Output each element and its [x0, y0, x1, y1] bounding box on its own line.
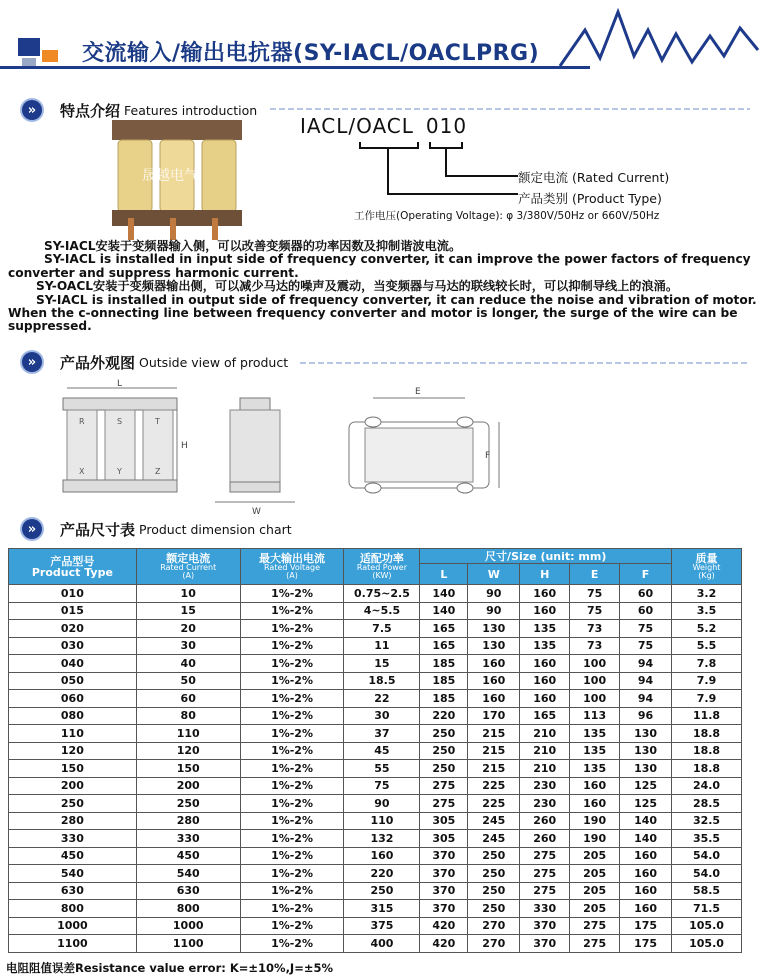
table-cell: 75	[570, 585, 620, 603]
table-cell: 110	[9, 725, 137, 743]
table-cell: 375	[344, 917, 420, 935]
table-cell: 270	[468, 935, 520, 953]
table-cell: 120	[136, 742, 240, 760]
table-cell: 185	[420, 690, 468, 708]
page-title: 交流输入/输出电抗器(SY-IACL/OACLPRG)	[82, 41, 540, 66]
table-cell: 135	[520, 637, 570, 655]
col-header-l: L	[420, 564, 468, 585]
table-cell: 11	[344, 637, 420, 655]
table-row	[9, 935, 742, 953]
table-cell: 175	[620, 917, 672, 935]
table-row	[9, 760, 742, 778]
table-cell: 1%-2%	[240, 672, 344, 690]
dim-label-h: H	[181, 441, 188, 451]
table-cell: 60	[620, 602, 672, 620]
table-cell: 165	[420, 637, 468, 655]
table-cell: 18.8	[672, 742, 742, 760]
table-cell: 22	[344, 690, 420, 708]
product-type-label: 产品类别 (Product Type)	[518, 191, 662, 206]
chevron-right-icon: »	[22, 519, 42, 539]
col-header-model: 产品型号 Product Type	[9, 549, 137, 585]
table-cell: 0.75~2.5	[344, 585, 420, 603]
table-cell: 130	[468, 620, 520, 638]
chevron-right-icon: »	[22, 100, 42, 120]
table-cell: 80	[136, 707, 240, 725]
table-cell: 5.2	[672, 620, 742, 638]
table-cell: 140	[620, 830, 672, 848]
table-cell: 75	[570, 602, 620, 620]
table-cell: 75	[620, 620, 672, 638]
table-cell: 1100	[136, 935, 240, 953]
table-cell: 250	[468, 882, 520, 900]
reactor-top-clamp	[112, 120, 242, 140]
table-cell: 10	[136, 585, 240, 603]
table-cell: 75	[344, 777, 420, 795]
table-cell: 250	[420, 725, 468, 743]
table-cell: 370	[520, 935, 570, 953]
table-cell: 040	[9, 655, 137, 673]
table-cell: 205	[570, 847, 620, 865]
table-cell: 125	[620, 777, 672, 795]
table-cell: 165	[420, 620, 468, 638]
table-cell: 420	[420, 917, 468, 935]
table-cell: 1%-2%	[240, 585, 344, 603]
table-cell: 140	[620, 812, 672, 830]
table-body	[9, 585, 742, 953]
table-cell: 185	[420, 672, 468, 690]
table-row	[9, 795, 742, 813]
table-cell: 37	[344, 725, 420, 743]
table-cell: 250	[420, 760, 468, 778]
table-cell: 160	[520, 690, 570, 708]
table-cell: 73	[570, 620, 620, 638]
table-cell: 205	[570, 865, 620, 883]
table-cell: 020	[9, 620, 137, 638]
table-cell: 135	[570, 725, 620, 743]
dimension-title-en: Product dimension chart	[139, 521, 292, 537]
table-cell: 1%-2%	[240, 760, 344, 778]
table-cell: 100	[570, 690, 620, 708]
model-prefix: IACL/OACL	[300, 114, 414, 138]
table-cell: 18.8	[672, 725, 742, 743]
table-cell: 210	[520, 725, 570, 743]
table-cell: 160	[520, 655, 570, 673]
table-cell: 105.0	[672, 935, 742, 953]
table-cell: 120	[9, 742, 137, 760]
table-cell: 185	[420, 655, 468, 673]
terminal-r: R	[79, 417, 85, 426]
table-cell: 94	[620, 672, 672, 690]
table-cell: 135	[570, 742, 620, 760]
table-cell: 400	[344, 935, 420, 953]
table-cell: 160	[620, 847, 672, 865]
col-header-e: E	[570, 564, 620, 585]
table-cell: 250	[9, 795, 137, 813]
reactor-terminal	[170, 218, 176, 240]
table-cell: 160	[468, 655, 520, 673]
table-cell: 15	[136, 602, 240, 620]
table-cell: 305	[420, 830, 468, 848]
table-cell: 175	[620, 935, 672, 953]
table-cell: 275	[570, 935, 620, 953]
table-cell: 260	[520, 812, 570, 830]
table-row	[9, 690, 742, 708]
col-header-current: 额定电流 Rated Current (A)	[136, 549, 240, 585]
table-cell: 1%-2%	[240, 742, 344, 760]
table-cell: 215	[468, 760, 520, 778]
table-cell: 030	[9, 637, 137, 655]
table-cell: 45	[344, 742, 420, 760]
table-cell: 130	[468, 637, 520, 655]
table-cell: 230	[520, 777, 570, 795]
col-header-weight: 质量 Weight (Kg)	[672, 549, 742, 585]
table-row	[9, 917, 742, 935]
table-cell: 160	[520, 585, 570, 603]
table-cell: 15	[344, 655, 420, 673]
table-cell: 110	[136, 725, 240, 743]
table-cell: 60	[620, 585, 672, 603]
table-row	[9, 865, 742, 883]
table-cell: 20	[136, 620, 240, 638]
table-cell: 96	[620, 707, 672, 725]
table-cell: 5.5	[672, 637, 742, 655]
dim-label-f: F	[485, 451, 491, 461]
table-cell: 200	[9, 777, 137, 795]
table-cell: 135	[570, 760, 620, 778]
table-cell: 75	[620, 637, 672, 655]
table-cell: 130	[620, 760, 672, 778]
table-row	[9, 900, 742, 918]
table-cell: 330	[136, 830, 240, 848]
table-cell: 1100	[9, 935, 137, 953]
table-cell: 32.5	[672, 812, 742, 830]
table-row	[9, 812, 742, 830]
col-header-h: H	[520, 564, 570, 585]
table-row	[9, 742, 742, 760]
table-cell: 170	[468, 707, 520, 725]
col-header-size: 尺寸/Size (unit: mm)	[420, 549, 672, 564]
table-cell: 3.5	[672, 602, 742, 620]
table-cell: 250	[468, 865, 520, 883]
table-cell: 205	[570, 900, 620, 918]
table-cell: 245	[468, 812, 520, 830]
dimension-table	[8, 548, 742, 953]
table-cell: 54.0	[672, 847, 742, 865]
table-cell: 160	[520, 672, 570, 690]
table-cell: 315	[344, 900, 420, 918]
table-cell: 58.5	[672, 882, 742, 900]
features-title-en: Features introduction	[124, 102, 258, 118]
table-header-row	[9, 549, 742, 564]
table-cell: 330	[9, 830, 137, 848]
table-cell: 060	[9, 690, 137, 708]
description-text	[8, 240, 760, 334]
table-cell: 90	[344, 795, 420, 813]
table-cell: 1000	[136, 917, 240, 935]
table-cell: 90	[468, 602, 520, 620]
model-code	[300, 114, 479, 138]
table-cell: 1%-2%	[240, 637, 344, 655]
table-cell: 18.5	[344, 672, 420, 690]
model-current: 010	[425, 114, 468, 138]
table-cell: 630	[136, 882, 240, 900]
photo-watermark: 晟越电气	[142, 168, 198, 184]
operating-voltage-label: 工作电压(Operating Voltage): φ 3/380V/50Hz or 660V/50Hz	[354, 210, 660, 222]
reactor-photo	[108, 118, 268, 243]
table-cell: 1%-2%	[240, 847, 344, 865]
table-cell: 30	[136, 637, 240, 655]
table-cell: 250	[468, 900, 520, 918]
table-row	[9, 882, 742, 900]
terminal-z: Z	[155, 467, 161, 476]
description-line: SY-IACL安装于变频器输入侧，可以改善变频器的功率因数及抑制谐波电流。	[44, 239, 462, 253]
table-cell: 370	[420, 882, 468, 900]
terminal-y: Y	[117, 467, 122, 476]
table-cell: 330	[520, 900, 570, 918]
table-cell: 1%-2%	[240, 655, 344, 673]
table-cell: 54.0	[672, 865, 742, 883]
reactor-terminal	[212, 218, 218, 240]
table-cell: 275	[520, 847, 570, 865]
table-cell: 1%-2%	[240, 865, 344, 883]
table-cell: 1%-2%	[240, 795, 344, 813]
side-view-drawing	[215, 398, 295, 517]
table-cell: 275	[520, 865, 570, 883]
table-cell: 140	[420, 602, 468, 620]
table-cell: 370	[420, 865, 468, 883]
table-cell: 160	[520, 602, 570, 620]
table-row	[9, 602, 742, 620]
table-row	[9, 585, 742, 603]
table-cell: 24.0	[672, 777, 742, 795]
table-cell: 4~5.5	[344, 602, 420, 620]
table-cell: 370	[520, 917, 570, 935]
reactor-coil-3	[202, 140, 236, 212]
wave-icon	[560, 12, 758, 66]
logo-square-orange	[42, 50, 58, 62]
table-cell: 30	[344, 707, 420, 725]
table-cell: 250	[136, 795, 240, 813]
table-cell: 250	[344, 882, 420, 900]
table-cell: 135	[520, 620, 570, 638]
col-header-f: F	[620, 564, 672, 585]
table-cell: 450	[9, 847, 137, 865]
features-title-cn: 特点介绍	[60, 101, 121, 120]
col-header-voltage: 最大输出电流 Rated Voltage (A)	[240, 549, 344, 585]
table-cell: 160	[468, 690, 520, 708]
divider	[300, 362, 750, 364]
table-cell: 90	[468, 585, 520, 603]
reactor-terminal	[128, 218, 134, 240]
table-cell: 160	[468, 672, 520, 690]
table-cell: 150	[9, 760, 137, 778]
outside-view-section-heading	[22, 349, 288, 375]
table-cell: 210	[520, 742, 570, 760]
table-cell: 132	[344, 830, 420, 848]
table-cell: 28.5	[672, 795, 742, 813]
table-row	[9, 655, 742, 673]
table-cell: 130	[620, 725, 672, 743]
table-cell: 275	[570, 917, 620, 935]
table-cell: 190	[570, 812, 620, 830]
table-cell: 94	[620, 690, 672, 708]
outside-view-title-cn: 产品外观图	[60, 353, 136, 372]
table-cell: 18.8	[672, 760, 742, 778]
table-cell: 305	[420, 812, 468, 830]
table-cell: 73	[570, 637, 620, 655]
table-cell: 540	[9, 865, 137, 883]
table-cell: 450	[136, 847, 240, 865]
table-row	[9, 672, 742, 690]
table-cell: 110	[344, 812, 420, 830]
table-cell: 55	[344, 760, 420, 778]
terminal-x: X	[79, 467, 85, 476]
table-cell: 160	[620, 900, 672, 918]
table-cell: 40	[136, 655, 240, 673]
table-cell: 630	[9, 882, 137, 900]
table-cell: 215	[468, 725, 520, 743]
table-cell: 7.5	[344, 620, 420, 638]
model-callout-lines	[300, 136, 530, 206]
table-cell: 275	[420, 795, 468, 813]
table-cell: 1000	[9, 917, 137, 935]
table-cell: 160	[620, 882, 672, 900]
table-cell: 205	[570, 882, 620, 900]
table-cell: 150	[136, 760, 240, 778]
table-cell: 245	[468, 830, 520, 848]
table-cell: 250	[468, 847, 520, 865]
table-cell: 420	[420, 935, 468, 953]
dim-label-w: W	[252, 507, 261, 517]
divider	[270, 108, 750, 110]
table-cell: 190	[570, 830, 620, 848]
table-cell: 260	[520, 830, 570, 848]
table-cell: 105.0	[672, 917, 742, 935]
table-cell: 160	[344, 847, 420, 865]
table-cell: 370	[420, 847, 468, 865]
table-cell: 275	[420, 777, 468, 795]
dim-label-e: E	[415, 387, 421, 397]
table-cell: 130	[620, 742, 672, 760]
terminal-s: S	[117, 417, 123, 426]
table-cell: 275	[520, 882, 570, 900]
col-header-w: W	[468, 564, 520, 585]
table-cell: 125	[620, 795, 672, 813]
description-line: SY-IACL is installed in input side of frequency converter, it can improve the power factors of frequency converter and suppress harmonic current.	[8, 252, 751, 280]
chevron-right-icon: »	[22, 352, 42, 372]
top-view-drawing	[349, 387, 499, 493]
table-cell: 35.5	[672, 830, 742, 848]
dimension-section-heading	[22, 516, 292, 542]
table-cell: 080	[9, 707, 137, 725]
table-cell: 220	[344, 865, 420, 883]
table-cell: 50	[136, 672, 240, 690]
table-cell: 015	[9, 602, 137, 620]
table-cell: 230	[520, 795, 570, 813]
table-cell: 1%-2%	[240, 812, 344, 830]
table-cell: 1%-2%	[240, 707, 344, 725]
table-cell: 7.8	[672, 655, 742, 673]
table-cell: 280	[9, 812, 137, 830]
table-cell: 71.5	[672, 900, 742, 918]
table-cell: 1%-2%	[240, 935, 344, 953]
table-cell: 370	[420, 900, 468, 918]
table-row	[9, 777, 742, 795]
table-cell: 160	[620, 865, 672, 883]
table-cell: 200	[136, 777, 240, 795]
terminal-t: T	[155, 417, 160, 426]
table-cell: 1%-2%	[240, 690, 344, 708]
table-cell: 1%-2%	[240, 777, 344, 795]
logo-square-blue	[18, 38, 40, 56]
table-row	[9, 847, 742, 865]
table-row	[9, 637, 742, 655]
table-cell: 7.9	[672, 690, 742, 708]
table-row	[9, 707, 742, 725]
rated-current-label: 额定电流 (Rated Current)	[518, 170, 670, 185]
table-cell: 270	[468, 917, 520, 935]
table-cell: 210	[520, 760, 570, 778]
table-cell: 1%-2%	[240, 882, 344, 900]
description-line: SY-OACL安装于变频器输出侧，可以减少马达的噪声及震动，当变频器与马达的联线较长时，可以抑制导线上的浪涌。	[36, 279, 679, 294]
page-header	[0, 0, 760, 88]
table-cell: 800	[136, 900, 240, 918]
table-cell: 60	[136, 690, 240, 708]
resistance-error-note: 电阻阻值误差Resistance value error: K=±10%,J=±5%	[6, 961, 334, 975]
table-cell: 1%-2%	[240, 620, 344, 638]
table-cell: 1%-2%	[240, 917, 344, 935]
table-cell: 1%-2%	[240, 602, 344, 620]
outside-view-title-en: Outside view of product	[139, 354, 289, 370]
table-cell: 225	[468, 795, 520, 813]
front-view-drawing	[63, 379, 188, 492]
table-cell: 3.2	[672, 585, 742, 603]
table-cell: 11.8	[672, 707, 742, 725]
table-cell: 1%-2%	[240, 900, 344, 918]
table-cell: 160	[570, 777, 620, 795]
dim-label-l: L	[117, 379, 123, 389]
table-cell: 540	[136, 865, 240, 883]
outside-view-drawings	[55, 378, 515, 518]
col-header-power: 适配功率 Rated Power (KW)	[344, 549, 420, 585]
table-cell: 010	[9, 585, 137, 603]
table-cell: 050	[9, 672, 137, 690]
table-cell: 1%-2%	[240, 725, 344, 743]
table-cell: 160	[570, 795, 620, 813]
table-cell: 225	[468, 777, 520, 795]
table-cell: 113	[570, 707, 620, 725]
table-cell: 165	[520, 707, 570, 725]
table-cell: 94	[620, 655, 672, 673]
table-cell: 250	[420, 742, 468, 760]
table-cell: 7.9	[672, 672, 742, 690]
description-line: SY-IACL is installed in output side of frequency converter, it can reduce the noise and vibration of motor. When the c-onnecting line between frequency converter and motor is longer, the surge of the wire can be suppressed.	[8, 292, 757, 334]
table-cell: 100	[570, 672, 620, 690]
table-cell: 100	[570, 655, 620, 673]
table-cell: 215	[468, 742, 520, 760]
table-cell: 800	[9, 900, 137, 918]
table-cell: 280	[136, 812, 240, 830]
table-row	[9, 725, 742, 743]
table-row	[9, 620, 742, 638]
dimension-title-cn: 产品尺寸表	[60, 520, 136, 539]
table-cell: 140	[420, 585, 468, 603]
table-cell: 220	[420, 707, 468, 725]
table-row	[9, 830, 742, 848]
table-cell: 1%-2%	[240, 830, 344, 848]
